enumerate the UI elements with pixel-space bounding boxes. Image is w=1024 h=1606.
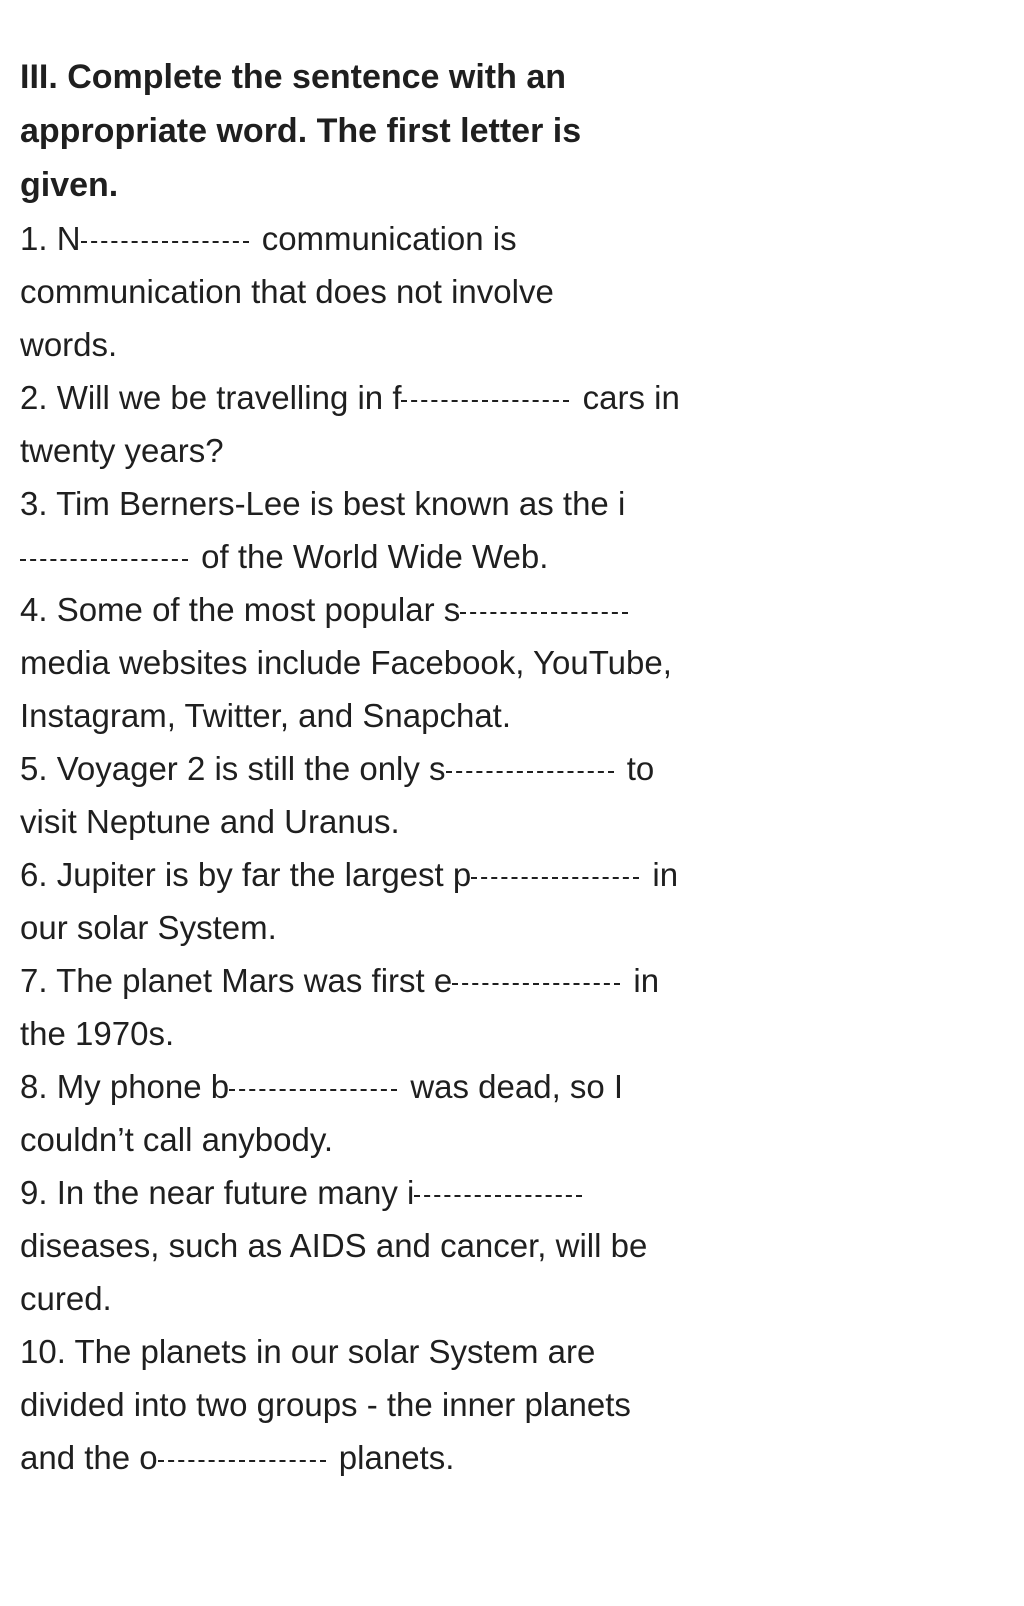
sentence-item (20, 1166, 660, 1325)
sentence-start: 9. In the near future many i (20, 1174, 415, 1211)
answer-blank (20, 558, 188, 561)
sentence-start: 7. The planet Mars was first e (20, 962, 453, 999)
answer-blank (452, 982, 620, 985)
sentence-item (20, 212, 580, 371)
exercise-heading: III. Complete the sentence with an appropriate word. The first letter is given. (20, 58, 582, 204)
sentence-start: 3. Tim Berners-Lee is best known as the i (20, 485, 626, 522)
worksheet (20, 50, 980, 1484)
sentence-item (20, 742, 670, 848)
sentence-start: 10. The planets in our solar System are divided into two groups - the inner planets and the o (20, 1333, 631, 1476)
answer-blank (229, 1088, 397, 1091)
sentence-end: media websites include Facebook, YouTube, Instagram, Twitter, and Snapchat. (20, 644, 672, 734)
sentence-end: of the World Wide Web. (201, 538, 549, 575)
answer-blank (414, 1194, 582, 1197)
sentence-end: cars in twenty years? (20, 379, 680, 469)
sentence-item (20, 371, 700, 477)
sentence-item (20, 1325, 660, 1484)
sentence-item (20, 848, 700, 954)
sentence-item (20, 583, 680, 742)
answer-blank (446, 770, 614, 773)
answer-blank (460, 611, 628, 614)
sentence-start: 8. My phone b (20, 1068, 230, 1105)
sentence-end: communication is communication that does not involve words. (20, 220, 554, 363)
sentence-end: planets. (338, 1439, 455, 1476)
sentence-end: in our solar System. (20, 856, 679, 946)
answer-blank (81, 240, 249, 243)
answer-blank (401, 399, 569, 402)
sentence-end: diseases, such as AIDS and cancer, will be cured. (20, 1227, 648, 1317)
sentence-start: 1. N (20, 220, 81, 257)
sentence-item (20, 954, 670, 1060)
sentence-end: to visit Neptune and Uranus. (20, 750, 655, 840)
sentence-start: 6. Jupiter is by far the largest p (20, 856, 472, 893)
sentence-end: in the 1970s. (20, 962, 660, 1052)
answer-blank (158, 1459, 326, 1462)
sentence-item (20, 1060, 660, 1166)
answer-blank (471, 876, 639, 879)
sentence-end: was dead, so I couldn’t call anybody. (20, 1068, 624, 1158)
sentence-start: 5. Voyager 2 is still the only s (20, 750, 446, 787)
sentence-start: 2. Will we be travelling in f (20, 379, 402, 416)
sentence-start: 4. Some of the most popular s (20, 591, 461, 628)
sentence-item (20, 477, 680, 583)
